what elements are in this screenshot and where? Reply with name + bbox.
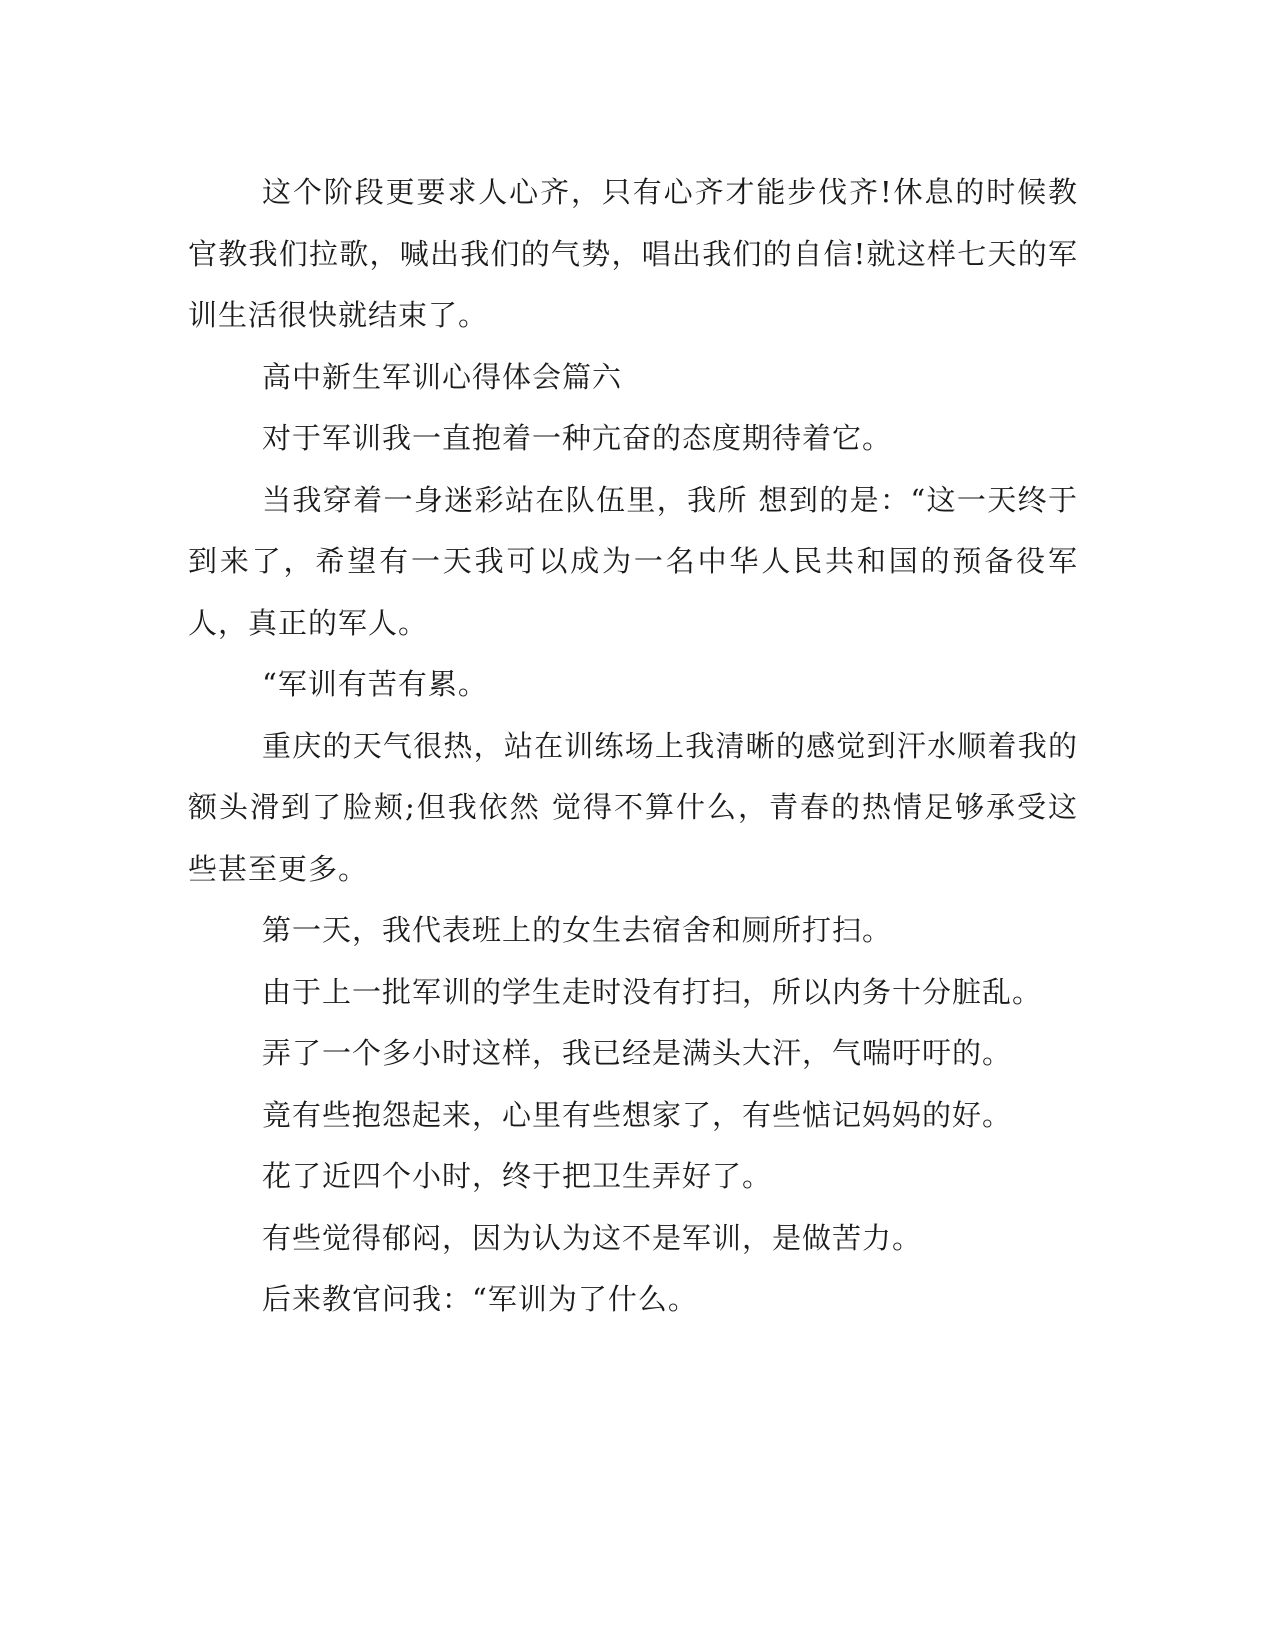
- document-body: [188, 162, 1078, 1331]
- section-heading: 高中新生军训心得体会篇六: [262, 359, 623, 394]
- paragraph: 由于上一批军训的学生走时没有打扫，所以内务十分脏乱。: [262, 974, 1043, 1009]
- paragraph: 竟有些抱怨起来，心里有些想家了，有些惦记妈妈的好。: [262, 1097, 1013, 1132]
- paragraph: 弄了一个多小时这样，我已经是满头大汗，气喘吁吁的。: [262, 1036, 1013, 1070]
- paragraph: 对于军训我一直抱着一种亢奋的态度期待着它。: [262, 421, 893, 455]
- paragraph: 当我穿着一身迷彩站在队伍里，我所 想到的是：“这一天终于到来了，希望有一天我可以成为一名中华人民共和国的预备役军人，真正的军人。: [188, 482, 1078, 640]
- paragraph: 重庆的天气很热，站在训练场上我清晰的感觉到汗水顺着我的额头滑到了脸颊;但我依然 觉得不算什么，青春的热情足够承受这些甚至更多。: [188, 728, 1078, 886]
- paragraph: 第一天，我代表班上的女生去宿舍和厕所打扫。: [262, 913, 893, 947]
- paragraph: 这个阶段更要求人心齐，只有心齐才能步伐齐!休息的时候教官教我们拉歌，喊出我们的气势，唱出我们的自信!就这样七天的军训生活很快就结束了。: [188, 175, 1078, 332]
- paragraph: 后来教官问我：“军训为了什么。: [262, 1282, 698, 1316]
- paragraph: 花了近四个小时，终于把卫生弄好了。: [262, 1159, 773, 1193]
- paragraph: 有些觉得郁闷，因为认为这不是军训，是做苦力。: [262, 1220, 923, 1255]
- paragraph: “军训有苦有累。: [262, 667, 488, 701]
